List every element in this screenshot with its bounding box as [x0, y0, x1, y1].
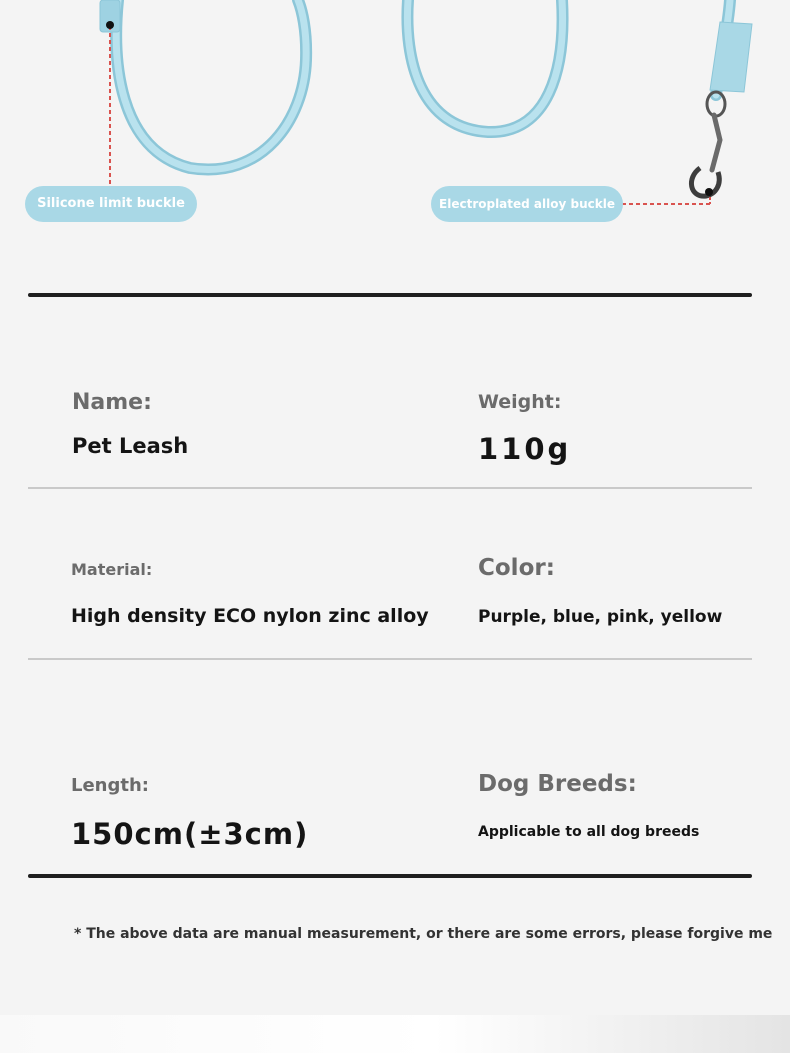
right-leash-end [691, 0, 752, 196]
measurement-note: * The above data are manual measurement, or there are some errors, please forgive me [74, 926, 773, 942]
color-value: Purple, blue, pink, yellow [478, 607, 723, 627]
alloy-callout-dot [705, 188, 713, 196]
silicone-buckle-callout: Silicone limit buckle [25, 186, 197, 222]
product-image [0, 0, 790, 260]
row-divider-2 [28, 658, 752, 660]
alloy-buckle-callout: Electroplated alloy buckle [431, 186, 623, 222]
weight-label: Weight: [478, 391, 562, 413]
section-divider-top [28, 293, 752, 297]
row-divider-1 [28, 487, 752, 489]
material-label: Material: [71, 560, 153, 579]
weight-value: 110g [478, 432, 572, 466]
length-value: 150cm(±3cm) [71, 817, 309, 851]
name-label: Name: [72, 390, 152, 415]
left-leash-loop [100, 0, 306, 170]
length-label: Length: [71, 775, 149, 796]
dog-breeds-label: Dog Breeds: [478, 771, 637, 797]
next-image-edge [0, 1015, 790, 1053]
silicone-callout-dot [106, 21, 114, 29]
material-value: High density ECO nylon zinc alloy [71, 605, 429, 627]
middle-leash-loop [407, 0, 562, 132]
name-value: Pet Leash [72, 434, 189, 458]
dog-breeds-value: Applicable to all dog breeds [478, 824, 700, 840]
color-label: Color: [478, 555, 555, 581]
leash-sleeve [710, 22, 752, 92]
section-divider-bottom [28, 874, 752, 878]
